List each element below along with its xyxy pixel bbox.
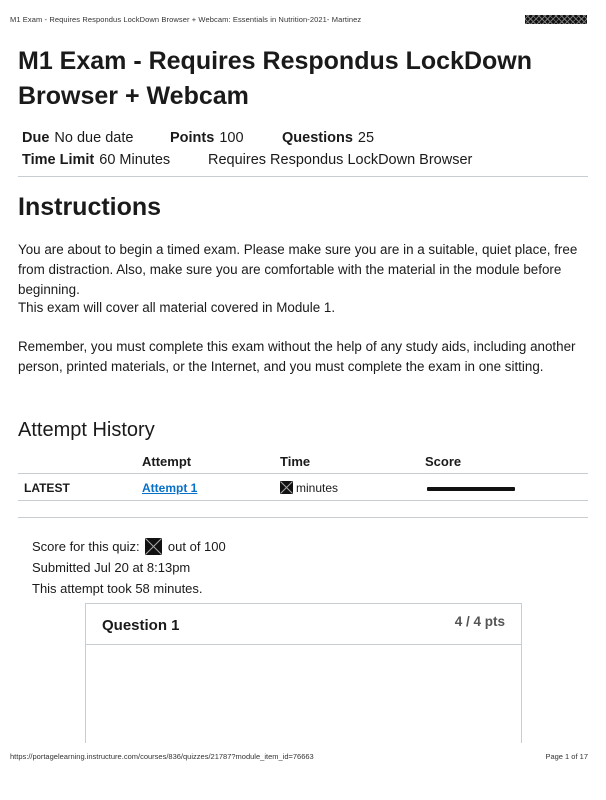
page-title: M1 Exam - Requires Respondus LockDown Browser + Webcam <box>18 47 532 110</box>
score-line <box>32 536 226 557</box>
column-header-time: Time <box>280 454 311 469</box>
pdf-footer-url: https://portagelearning.instructure.com/courses/836/quizzes/21787?module_item_id=76663 <box>10 752 314 761</box>
time-limit-value: 60 Minutes <box>99 152 171 168</box>
question-card <box>85 603 522 743</box>
question-header <box>86 604 521 645</box>
lockdown-note: Requires Respondus LockDown Browser <box>208 152 473 168</box>
questions-value: 25 <box>357 130 375 146</box>
pdf-footer-page: Page 1 of 17 <box>545 752 588 761</box>
attempt-link-text[interactable]: Attempt 1 <box>142 481 198 495</box>
redacted-icon <box>280 481 293 494</box>
pdf-header-title: M1 Exam - Requires Respondus LockDown Browser + Webcam: Essentials in Nutrition-2021- Martinez <box>10 15 362 24</box>
section-divider <box>18 517 588 518</box>
divider <box>18 176 588 177</box>
time-limit-info <box>22 149 208 171</box>
questions-label: Questions <box>282 130 353 146</box>
due-label: Due <box>22 130 50 146</box>
table-row-divider <box>18 500 588 501</box>
quiz-summary <box>32 536 226 599</box>
attempt-history-heading: Attempt History <box>18 419 155 441</box>
attempt-1-link[interactable] <box>142 481 197 495</box>
column-header-attempt: Attempt <box>142 454 192 469</box>
submitted-text: Submitted Jul 20 at 8:13pm <box>32 560 191 575</box>
question-title: Question 1 <box>102 617 180 634</box>
question-points: 4 / 4 pts <box>454 614 505 629</box>
due-value: No due date <box>54 130 134 146</box>
redacted-block <box>525 15 587 24</box>
table-header-divider <box>18 473 588 474</box>
redacted-score <box>427 487 515 491</box>
time-limit-label: Time Limit <box>22 152 95 168</box>
points-label: Points <box>170 130 215 146</box>
duration-text: This attempt took 58 minutes. <box>32 581 203 596</box>
instructions-paragraph: This exam will cover all material covered in Module 1. <box>18 300 336 315</box>
column-header-score: Score <box>425 454 462 469</box>
redacted-icon <box>145 538 162 555</box>
questions-info <box>282 127 374 149</box>
instructions-paragraph: You are about to begin a timed exam. Please make sure you are in a suitable, quiet place, free from distraction. Also, make sure you are comfortable with the material in the module before beginning. <box>18 242 578 297</box>
quiz-details <box>22 127 472 171</box>
instructions-heading: Instructions <box>18 193 162 221</box>
due-info <box>22 127 170 149</box>
attempt-time <box>280 481 338 495</box>
score-suffix: out of 100 <box>167 539 226 554</box>
time-suffix: minutes <box>296 481 339 495</box>
points-info <box>170 127 282 149</box>
score-prefix: Score for this quiz: <box>32 539 140 554</box>
latest-label: LATEST <box>24 481 70 495</box>
instructions-paragraph: Remember, you must complete this exam without the help of any study aids, including another person, printed materials, or the Internet, and you must complete the exam in one sitting. <box>18 339 576 374</box>
points-value: 100 <box>219 130 244 146</box>
